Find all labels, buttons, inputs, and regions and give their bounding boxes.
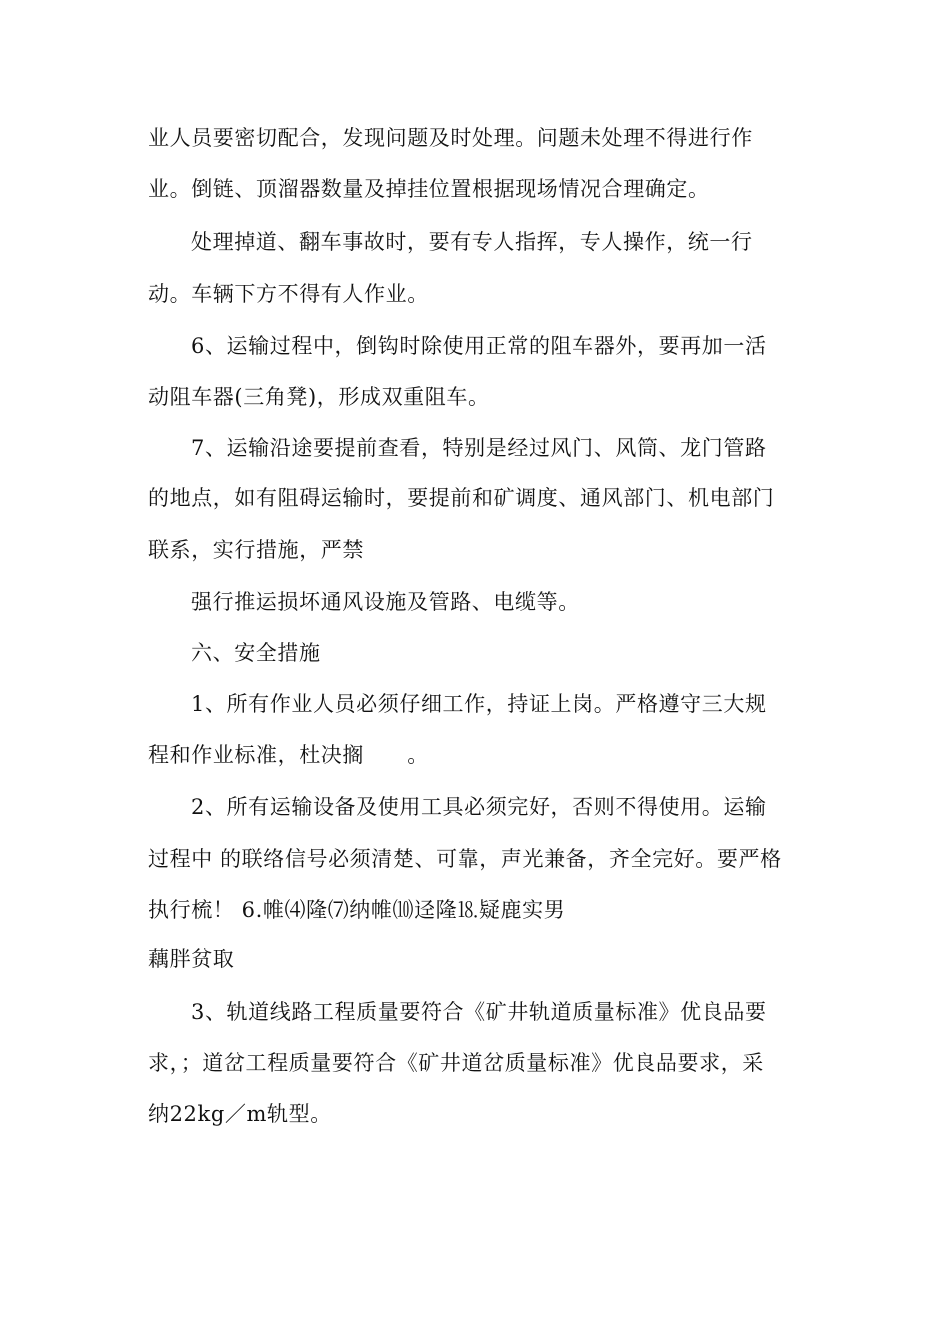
text-line: 过程中 的联络信号必须清楚、可靠，声光兼备，齐全完好。要严格 bbox=[148, 847, 782, 871]
text-line: 程和作业标准，杜决搁 。 bbox=[148, 743, 429, 767]
paragraph-first-line: 2、所有运输设备及使用工具必须完好，否则不得使用。运输 bbox=[191, 795, 767, 819]
text-line: 动。车辆下方不得有人作业。 bbox=[148, 282, 429, 306]
text-line: 纳22kg／m轨型。 bbox=[148, 1102, 332, 1126]
section-heading: 六、安全措施 bbox=[191, 641, 321, 665]
text-line: 的地点，如有阻碍运输时，要提前和矿调度、通风部门、机电部门 bbox=[148, 486, 775, 510]
paragraph-first-line: 强行推运损坏通风设施及管路、电缆等。 bbox=[191, 590, 580, 614]
paragraph-first-line: 3、轨道线路工程质量要符合《矿井轨道质量标准》优良品要 bbox=[191, 1000, 767, 1024]
text-line: 业人员要密切配合，发现问题及时处理。问题未处理不得进行作 bbox=[148, 126, 753, 150]
paragraph-first-line: 处理掉道、翻车事故时，要有专人指挥，专人操作，统一行 bbox=[191, 230, 753, 254]
text-line: 求，；道岔工程质量要符合《矿井道岔质量标准》优良品要求，采 bbox=[148, 1051, 764, 1075]
text-line: 联系，实行措施，严禁 bbox=[148, 538, 364, 562]
text-line: 执行梳！ 6.帷⑷隆⑺纳帷⑽迳隆⒙疑鹿实男 bbox=[148, 898, 566, 922]
paragraph-first-line: 1、所有作业人员必须仔细工作，持证上岗。严格遵守三大规 bbox=[191, 692, 767, 716]
text-line: 动阻车器(三角凳)，形成双重阻车。 bbox=[148, 385, 490, 409]
text-line: 藕胖贫取 bbox=[148, 947, 235, 971]
text-line: 业。倒链、顶溜器数量及掉挂位置根据现场情况合理确定。 bbox=[148, 177, 710, 201]
paragraph-first-line: 7、运输沿途要提前查看，特别是经过风门、风筒、龙门管路 bbox=[191, 436, 767, 460]
paragraph-first-line: 6、运输过程中，倒钩时除使用正常的阻车器外，要再加一活 bbox=[191, 334, 767, 358]
